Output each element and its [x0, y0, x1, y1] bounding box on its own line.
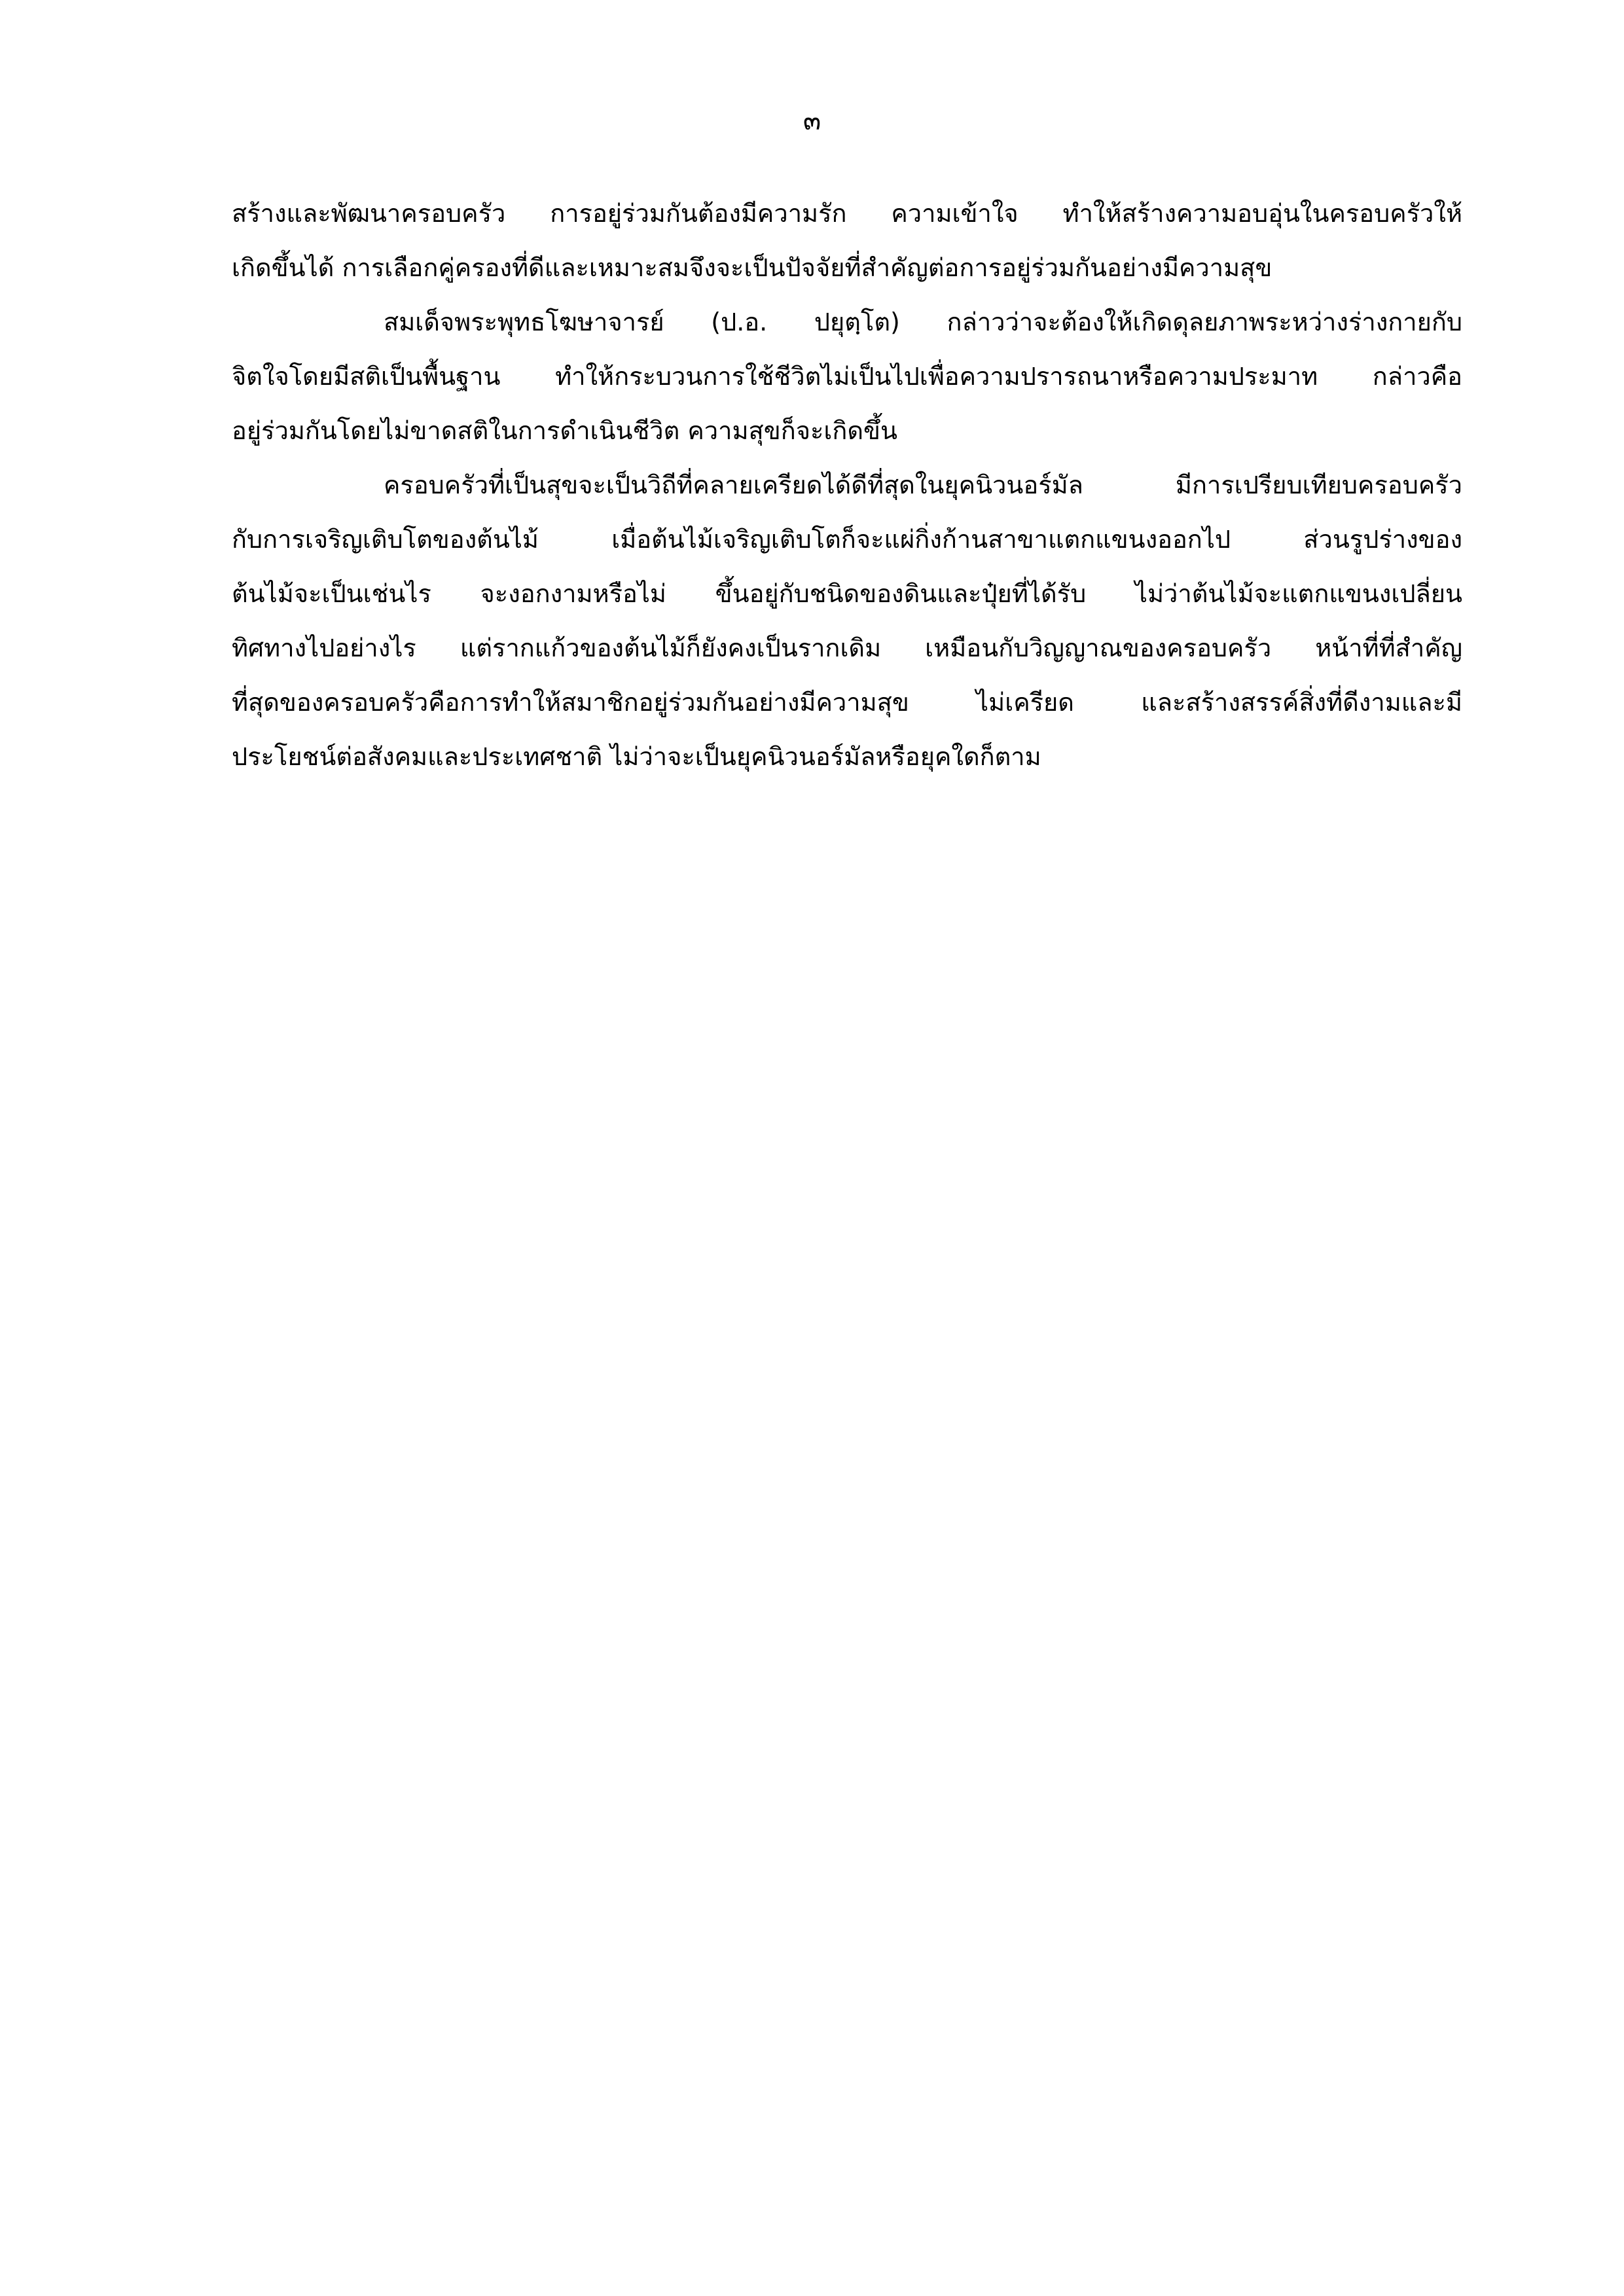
- paragraph-family-building: [232, 187, 1462, 295]
- text-line: อยู่ร่วมกันโดยไม่ขาดสติในการดำเนินชีวิต ความสุขก็จะเกิดขึ้น: [232, 416, 898, 445]
- document-body: [232, 187, 1462, 784]
- text-line: ประโยชน์ต่อสังคมและประเทศชาติ ไม่ว่าจะเป็นยุคนิวนอร์มัลหรือยุคใดก็ตาม: [232, 742, 1041, 771]
- text-line: เกิดขึ้นได้ การเลือกคู่ครองที่ดีและเหมาะสมจึงจะเป็นปัจจัยที่สำคัญต่อการอยู่ร่วมกันอย่างมีความสุข: [232, 253, 1272, 282]
- text-line: สมเด็จพระพุทธโฆษาจารย์ (ป.อ. ปยุตฺโต) กล่าวว่าจะต้องให้เกิดดุลยภาพระหว่างร่างกายกับ: [384, 308, 1462, 336]
- text-line: กับการเจริญเติบโตของต้นไม้ เมื่อต้นไม้เจริญเติบโตก็จะแผ่กิ่งก้านสาขาแตกแขนงออกไป ส่วนรูปร่างของ: [232, 525, 1462, 554]
- paragraph-balance-mind-body: [232, 295, 1462, 458]
- paragraph-family-tree-metaphor: [232, 458, 1462, 784]
- text-line: ต้นไม้จะเป็นเช่นไร จะงอกงามหรือไม่ ขึ้นอยู่กับชนิดของดินและปุ๋ยที่ได้รับ ไม่ว่าต้นไม้จะแตกแขนงเปลี่ยน: [232, 579, 1462, 608]
- page-number: ๓: [803, 106, 821, 136]
- text-line: ครอบครัวที่เป็นสุขจะเป็นวิถีที่คลายเครียดได้ดีที่สุดในยุคนิวนอร์มัล มีการเปรียบเทียบครอบครัว: [384, 471, 1462, 499]
- text-line: ที่สุดของครอบครัวคือการทำให้สมาชิกอยู่ร่วมกันอย่างมีความสุข ไม่เครียด และสร้างสรรค์สิ่งที่ดีงามและมี: [232, 688, 1462, 717]
- text-line: จิตใจโดยมีสติเป็นพื้นฐาน ทำให้กระบวนการใช้ชีวิตไม่เป็นไปเพื่อความปรารถนาหรือความประมาท กล่าวคือ: [232, 362, 1462, 391]
- text-line: สร้างและพัฒนาครอบครัว การอยู่ร่วมกันต้องมีความรัก ความเข้าใจ ทำให้สร้างความอบอุ่นในครอบครัวให้: [232, 199, 1462, 228]
- text-line: ทิศทางไปอย่างไร แต่รากแก้วของต้นไม้ก็ยังคงเป็นรากเดิม เหมือนกับวิญญาณของครอบครัว หน้าที่ที่สำคัญ: [232, 634, 1462, 662]
